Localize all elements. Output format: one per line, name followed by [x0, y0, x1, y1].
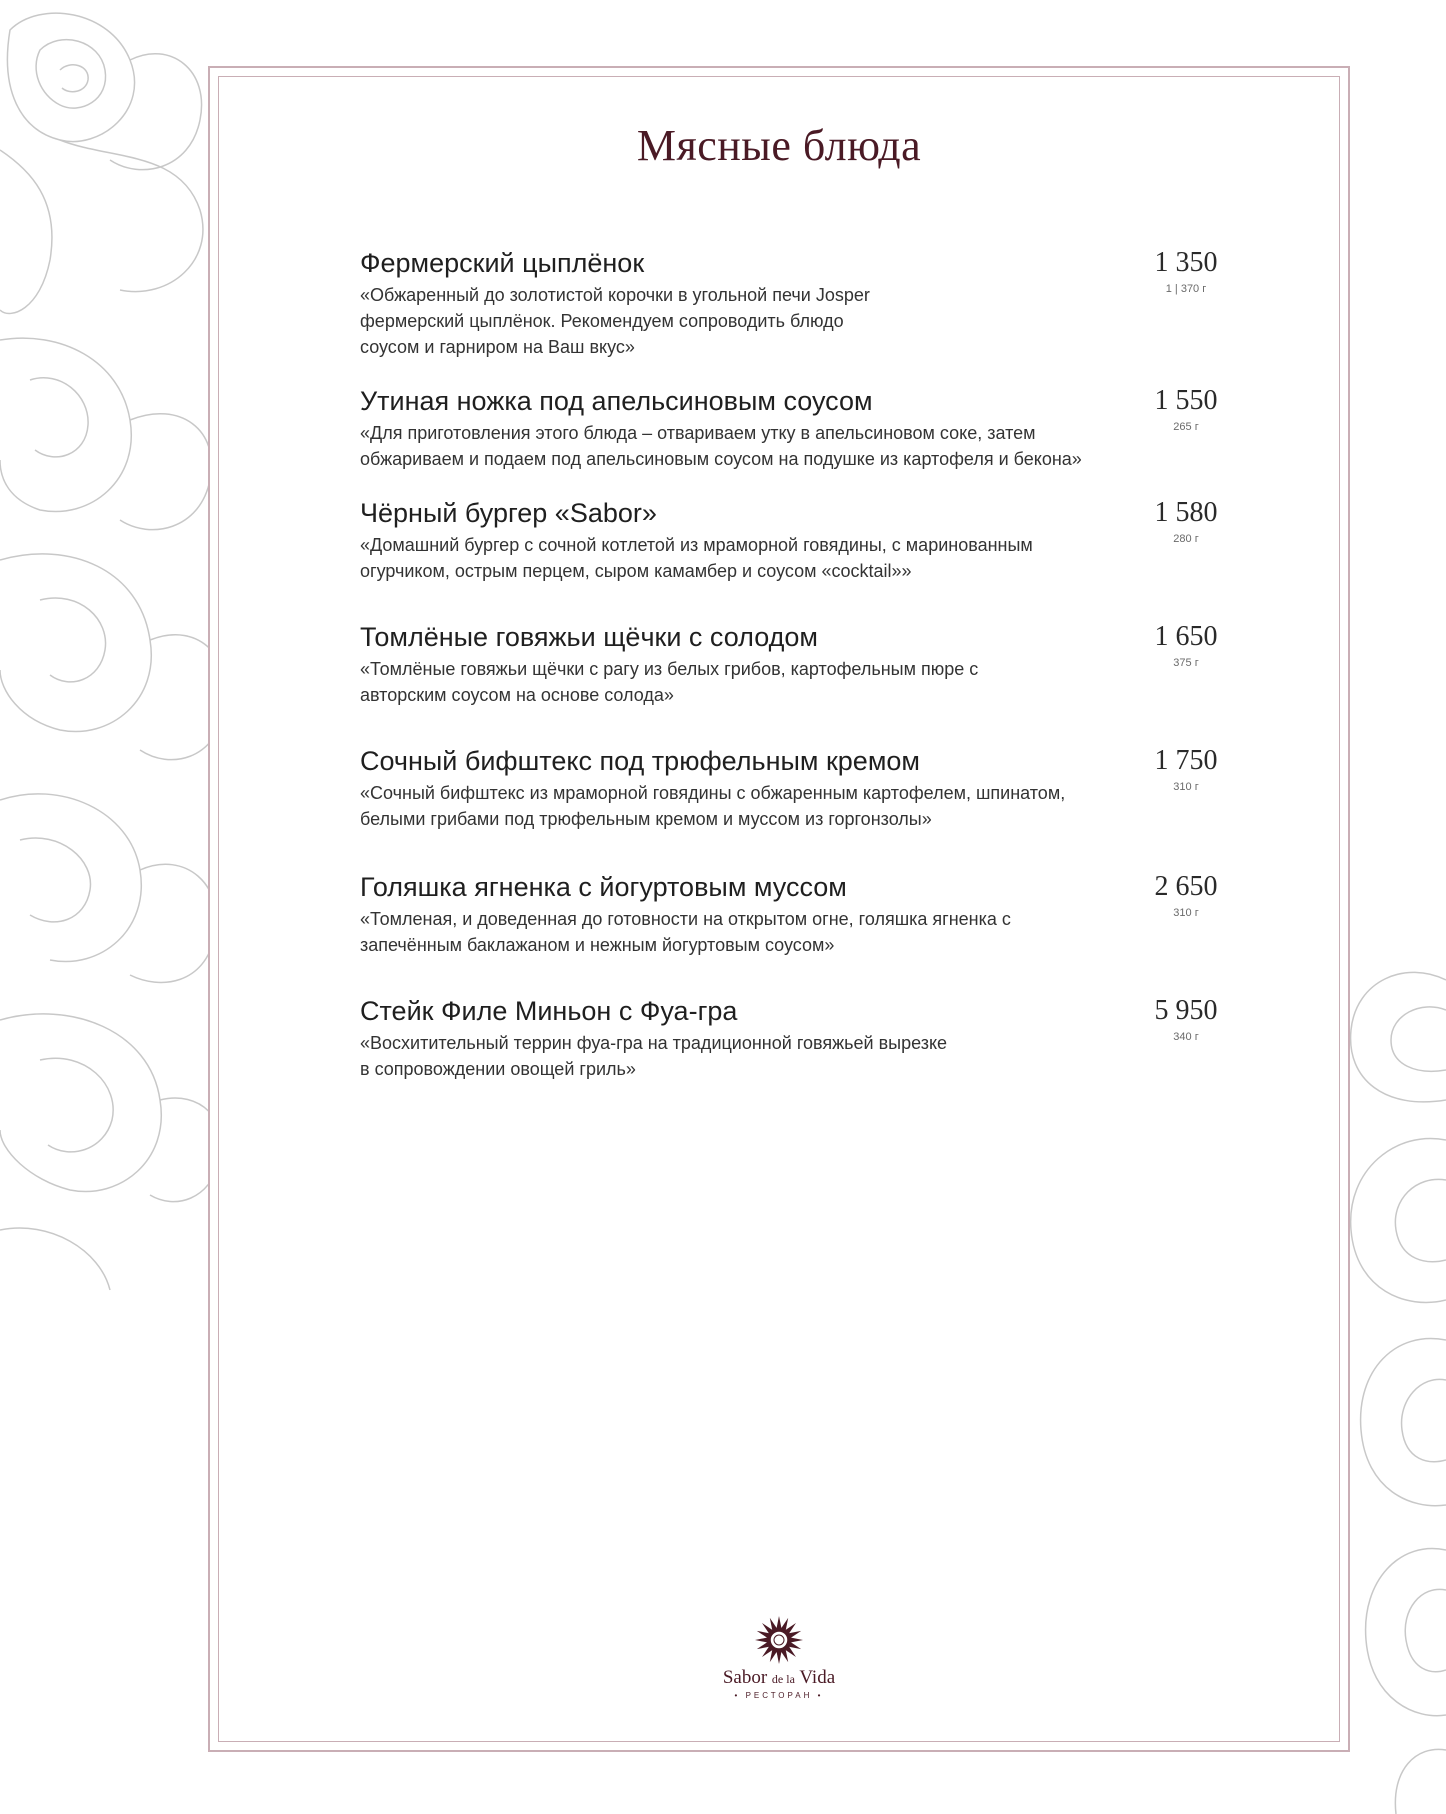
item-description: [360, 1030, 1100, 1082]
floral-decoration-left: [0, 0, 240, 1300]
item-price-block: [1130, 246, 1242, 296]
item-description-line: белыми грибами под трюфельным кремом и муссом из горгонзолы»: [360, 809, 932, 829]
item-price-block: [1130, 994, 1242, 1044]
item-price: 1 550: [1154, 385, 1218, 416]
item-description-line: «Для приготовления этого блюда – отвариваем утку в апельсиновом соке, затем: [360, 423, 1036, 443]
menu-item: [360, 994, 1280, 1082]
item-description: [360, 420, 1100, 472]
item-description-line: авторским соусом на основе солода»: [360, 685, 674, 705]
item-price: 5 950: [1154, 995, 1218, 1026]
item-price: 1 350: [1154, 247, 1218, 278]
item-price: 1 650: [1154, 621, 1218, 652]
item-price-block: [1130, 384, 1242, 434]
item-description-line: «Домашний бургер с сочной котлетой из мраморной говядины, с маринованным: [360, 535, 1033, 555]
page-title: Мясные блюда: [636, 121, 922, 170]
item-name: Утиная ножка под апельсиновым соусом: [360, 386, 873, 416]
logo-name-part: Vida: [799, 1667, 836, 1688]
item-description-line: соусом и гарниром на Ваш вкус»: [360, 337, 635, 357]
menu-page-frame: [208, 66, 1350, 1752]
item-description-line: «Обжаренный до золотистой корочки в угольной печи Josper: [360, 285, 870, 305]
floral-decoration-right: [1336, 960, 1446, 1814]
item-description-line: огурчиком, острым перцем, сыром камамбер и соусом «cocktail»»: [360, 561, 912, 581]
item-description: [360, 780, 1100, 832]
item-description-line: «Томлёные говяжьи щёчки с рагу из белых грибов, картофельным пюре с: [360, 659, 979, 679]
logo-name-part: de la: [771, 1672, 795, 1686]
item-price-block: [1130, 744, 1242, 794]
logo-name: [210, 1667, 1348, 1689]
item-weight: 310 г: [1173, 781, 1199, 793]
item-name: Фермерский цыплёнок: [360, 248, 645, 278]
item-weight: 280 г: [1173, 533, 1199, 545]
item-weight: 310 г: [1173, 907, 1199, 919]
menu-item: [360, 870, 1280, 958]
item-price-block: [1130, 496, 1242, 546]
item-price: 1 580: [1154, 497, 1218, 528]
item-price-block: [1130, 870, 1242, 920]
item-name: Сочный бифштекс под трюфельным кремом: [360, 746, 920, 776]
item-description-line: «Сочный бифштекс из мраморной говядины с обжаренным картофелем, шпинатом,: [360, 783, 1066, 803]
menu-item: [360, 384, 1280, 472]
item-price-block: [1130, 620, 1242, 670]
item-description: [360, 906, 1100, 958]
item-description: [360, 532, 1100, 584]
item-name: Голяшка ягненка с йогуртовым муссом: [360, 872, 847, 902]
item-price: 1 750: [1154, 745, 1218, 776]
item-description-line: «Восхитительный террин фуа-гра на традиционной говяжьей вырезке: [360, 1033, 948, 1053]
menu-item: [360, 620, 1280, 708]
menu-item: [360, 744, 1280, 832]
item-description: [360, 282, 1100, 360]
item-description-line: запечённым баклажаном и нежным йогуртовым соусом»: [360, 935, 835, 955]
item-description-line: «Томленая, и доведенная до готовности на открытом огне, голяшка ягненка с: [360, 909, 1011, 929]
item-description: [360, 656, 1100, 708]
menu-item: [360, 246, 1280, 360]
item-description-line: обжариваем и подаем под апельсиновым соусом на подушке из картофеля и бекона»: [360, 449, 1082, 469]
restaurant-logo: [210, 1615, 1348, 1700]
item-price: 2 650: [1154, 871, 1218, 902]
item-name: Стейк Филе Миньон с Фуа-гра: [360, 996, 738, 1026]
item-name: Томлёные говяжьи щёчки с солодом: [360, 622, 818, 652]
item-weight: 340 г: [1173, 1031, 1199, 1043]
item-name: Чёрный бургер «Sabor»: [360, 498, 657, 528]
logo-subtitle: • РЕСТОРАН •: [734, 1691, 824, 1700]
item-weight: 375 г: [1173, 657, 1199, 669]
item-description-line: фермерский цыплёнок. Рекомендуем сопроводить блюдо: [360, 311, 844, 331]
item-weight: 1 | 370 г: [1165, 283, 1207, 295]
menu-item: [360, 496, 1280, 584]
item-weight: 265 г: [1173, 421, 1199, 433]
logo-name-part: Sabor: [722, 1667, 768, 1688]
sun-logo-icon: [754, 1615, 804, 1665]
item-description-line: в сопровождении овощей гриль»: [360, 1059, 636, 1079]
